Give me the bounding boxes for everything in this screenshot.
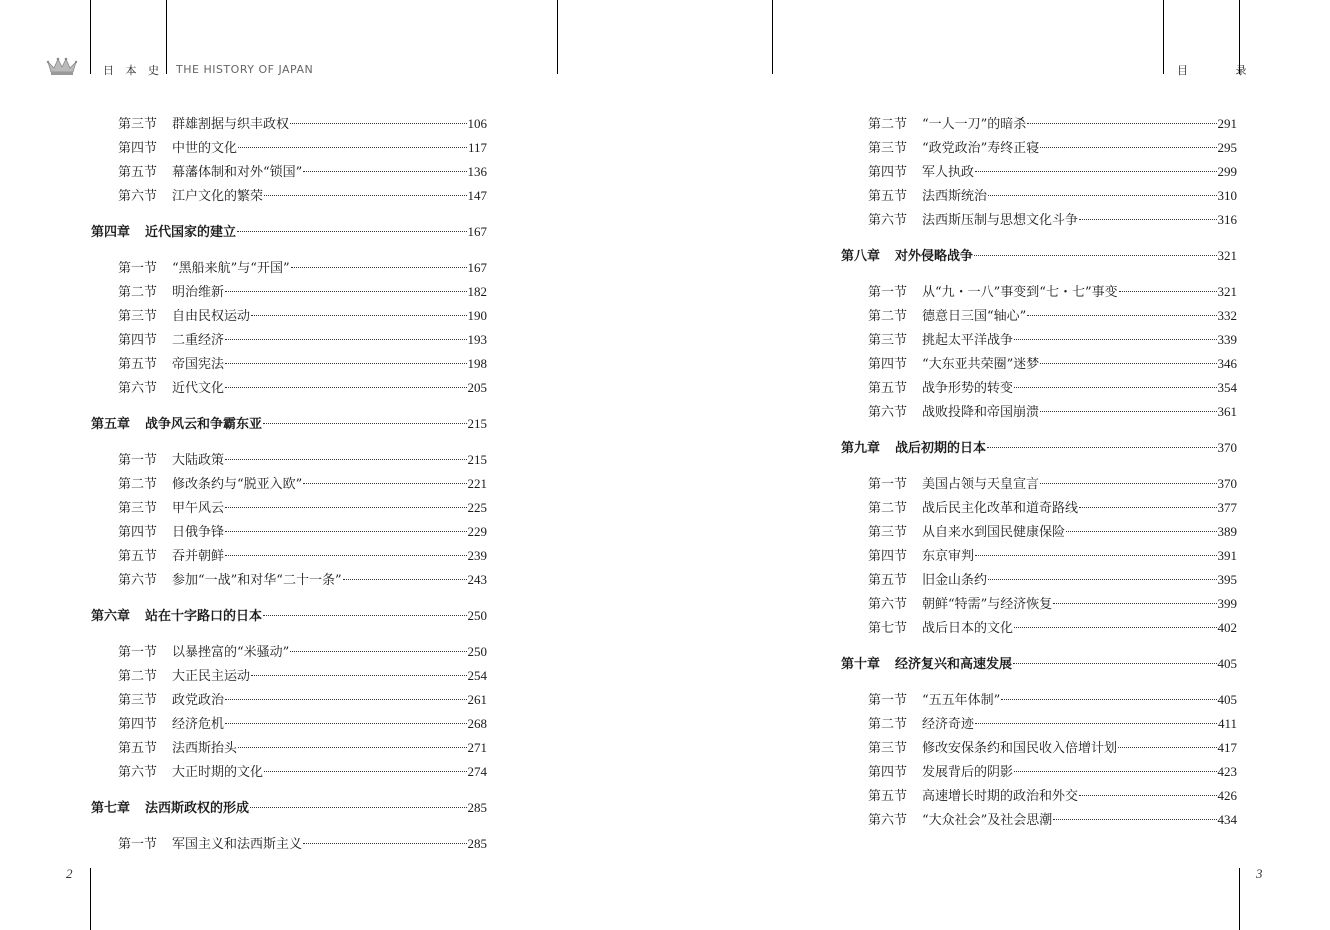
toc-entry-page: 299 bbox=[1217, 164, 1237, 179]
toc-entry-page: 434 bbox=[1217, 812, 1237, 827]
toc-entry-page: 391 bbox=[1217, 548, 1237, 563]
toc-section-entry bbox=[868, 498, 1237, 518]
toc-section-entry bbox=[118, 354, 487, 374]
footer-rule bbox=[1239, 868, 1240, 930]
toc-entry-label: 第五节 bbox=[118, 549, 158, 564]
toc-entry-title: 美国占领与天皇宣言 bbox=[922, 477, 1040, 492]
header-rule bbox=[1163, 0, 1164, 74]
dot-leader bbox=[225, 290, 466, 292]
toc-entry-label: 第四节 bbox=[868, 765, 908, 780]
toc-entry-title: 修改安保条约和国民收入倍增计划 bbox=[922, 741, 1118, 756]
dot-leader bbox=[238, 746, 466, 748]
toc-entry-page: 346 bbox=[1217, 356, 1237, 371]
dot-leader bbox=[264, 194, 466, 196]
toc-entry-label: 第四章 bbox=[91, 225, 131, 240]
toc-entry-label: 第五节 bbox=[118, 165, 158, 180]
toc-entry-label: 第四节 bbox=[868, 165, 908, 180]
toc-entry-title: 自由民权运动 bbox=[172, 309, 251, 324]
toc-section-entry bbox=[118, 378, 487, 398]
dot-leader bbox=[225, 722, 466, 724]
toc-entry-title: 修改条约与“脱亚入欧” bbox=[172, 477, 303, 492]
toc-entry-label: 第一节 bbox=[868, 477, 908, 492]
toc-entry-title: 明治维新 bbox=[172, 285, 225, 300]
toc-entry-title: 吞并朝鲜 bbox=[172, 549, 225, 564]
toc-section-entry bbox=[868, 786, 1237, 806]
toc-entry-title: 大正时期的文化 bbox=[172, 765, 264, 780]
toc-entry-title: “大众社会”及社会思潮 bbox=[922, 813, 1053, 828]
toc-entry-title: 军国主义和法西斯主义 bbox=[172, 837, 303, 852]
dot-leader bbox=[1040, 410, 1216, 412]
toc-entry-label: 第三节 bbox=[868, 741, 908, 756]
toc-entry-label: 第二节 bbox=[118, 285, 158, 300]
dot-leader bbox=[225, 338, 466, 340]
toc-entry-page: 285 bbox=[467, 800, 487, 815]
toc-entry-label: 第三节 bbox=[868, 333, 908, 348]
dot-leader bbox=[303, 482, 466, 484]
toc-section-entry bbox=[868, 210, 1237, 230]
dot-leader bbox=[975, 554, 1216, 556]
toc-entry-label: 第七章 bbox=[91, 801, 131, 816]
toc-section-entry bbox=[868, 282, 1237, 302]
footer-rule bbox=[90, 868, 91, 930]
toc-entry-title: 战争形势的转变 bbox=[922, 381, 1014, 396]
toc-section-entry bbox=[118, 114, 487, 134]
toc-section-entry bbox=[868, 330, 1237, 350]
toc-entry-label: 第一节 bbox=[868, 285, 908, 300]
toc-entry-label: 第五节 bbox=[868, 381, 908, 396]
toc-section-entry bbox=[118, 474, 487, 494]
toc-entry-title: 大正民主运动 bbox=[172, 669, 251, 684]
dot-leader bbox=[1079, 506, 1216, 508]
toc-entry-page: 250 bbox=[467, 644, 487, 659]
toc-entry-label: 第二节 bbox=[868, 117, 908, 132]
toc-entry-title: 甲午风云 bbox=[172, 501, 225, 516]
toc-entry-page: 426 bbox=[1217, 788, 1237, 803]
toc-entry-label: 第六节 bbox=[868, 213, 908, 228]
dot-leader bbox=[1053, 602, 1216, 604]
dot-leader bbox=[1040, 362, 1216, 364]
dot-leader bbox=[1027, 122, 1216, 124]
toc-entry-page: 395 bbox=[1217, 572, 1237, 587]
toc-entry-label: 第六节 bbox=[868, 405, 908, 420]
toc-entry-page: 271 bbox=[467, 740, 487, 755]
toc-entry-title: 高速增长时期的政治和外交 bbox=[922, 789, 1079, 804]
toc-section-entry bbox=[118, 162, 487, 182]
toc-entry-label: 第三节 bbox=[118, 117, 158, 132]
toc-entry-label: 第六节 bbox=[118, 381, 158, 396]
toc-section-entry bbox=[868, 354, 1237, 374]
toc-entry-label: 第三节 bbox=[118, 309, 158, 324]
toc-entry-label: 第六章 bbox=[91, 609, 131, 624]
toc-entry-label: 第四节 bbox=[118, 141, 158, 156]
toc-section-entry bbox=[118, 834, 487, 854]
page-number-right: 3 bbox=[1256, 866, 1263, 881]
dot-leader bbox=[988, 578, 1216, 580]
toc-entry-title: 日俄争锋 bbox=[172, 525, 225, 540]
dot-leader bbox=[987, 446, 1216, 448]
toc-entry-label: 第一节 bbox=[118, 453, 158, 468]
toc-entry-title: 近代文化 bbox=[172, 381, 225, 396]
toc-entry-title: 江户文化的繁荣 bbox=[172, 189, 264, 204]
header-rule bbox=[90, 0, 91, 74]
toc-entry-page: 243 bbox=[467, 572, 487, 587]
toc-chapter-entry bbox=[841, 654, 1237, 674]
toc-entry-title: 政党政治 bbox=[172, 693, 225, 708]
toc-section-entry bbox=[868, 762, 1237, 782]
toc-section-entry bbox=[868, 618, 1237, 638]
header-rule bbox=[166, 0, 167, 74]
toc-entry-page: 225 bbox=[467, 500, 487, 515]
toc-chapter-entry bbox=[841, 246, 1237, 266]
toc-entry-page: 261 bbox=[467, 692, 487, 707]
toc-entry-page: 321 bbox=[1217, 284, 1237, 299]
toc-section-entry bbox=[868, 714, 1237, 734]
toc-section-entry bbox=[118, 762, 487, 782]
toc-entry-page: 361 bbox=[1217, 404, 1237, 419]
dot-leader bbox=[290, 122, 466, 124]
toc-entry-title: 战后民主化改革和道奇路线 bbox=[922, 501, 1079, 516]
dot-leader bbox=[1066, 530, 1216, 532]
dot-leader bbox=[303, 170, 466, 172]
dot-leader bbox=[974, 254, 1216, 256]
toc-entry-page: 198 bbox=[467, 356, 487, 371]
toc-section-entry bbox=[868, 810, 1237, 830]
toc-entry-label: 第五节 bbox=[118, 357, 158, 372]
toc-section-entry bbox=[118, 282, 487, 302]
header-rule bbox=[557, 0, 558, 74]
header-rule bbox=[772, 0, 773, 74]
toc-section-entry bbox=[118, 330, 487, 350]
toc-entry-title: 近代国家的建立 bbox=[145, 225, 237, 240]
toc-entry-title: “大东亚共荣圈”迷梦 bbox=[922, 357, 1040, 372]
toc-entry-page: 399 bbox=[1217, 596, 1237, 611]
toc-section-entry bbox=[118, 522, 487, 542]
toc-entry-label: 第五章 bbox=[91, 417, 131, 432]
dot-leader bbox=[263, 422, 466, 424]
dot-leader bbox=[343, 578, 467, 580]
toc-section-entry bbox=[118, 450, 487, 470]
toc-entry-title: 经济复兴和高速发展 bbox=[895, 657, 1013, 672]
toc-section-entry bbox=[118, 666, 487, 686]
toc-entry-label: 第六节 bbox=[118, 573, 158, 588]
toc-entry-label: 第五节 bbox=[868, 789, 908, 804]
toc-entry-page: 321 bbox=[1217, 248, 1237, 263]
toc-section-entry bbox=[868, 402, 1237, 422]
toc-entry-page: 182 bbox=[467, 284, 487, 299]
running-header-subtitle: THE HISTORY OF JAPAN bbox=[176, 63, 314, 76]
toc-entry-label: 第六节 bbox=[118, 189, 158, 204]
toc-section-entry bbox=[118, 642, 487, 662]
toc-entry-label: 第六节 bbox=[868, 597, 908, 612]
toc-entry-page: 106 bbox=[467, 116, 487, 131]
toc-entry-label: 第五节 bbox=[868, 189, 908, 204]
toc-section-entry bbox=[118, 258, 487, 278]
toc-entry-title: 法西斯压制与思想文化斗争 bbox=[922, 213, 1079, 228]
toc-entry-title: “政党政治”寿终正寝 bbox=[922, 141, 1040, 156]
toc-entry-label: 第四节 bbox=[118, 333, 158, 348]
toc-entry-label: 第一节 bbox=[118, 837, 158, 852]
toc-entry-label: 第六节 bbox=[118, 765, 158, 780]
dot-leader bbox=[1027, 314, 1216, 316]
toc-entry-page: 389 bbox=[1217, 524, 1237, 539]
dot-leader bbox=[975, 722, 1217, 724]
toc-entry-page: 250 bbox=[467, 608, 487, 623]
toc-entry-label: 第四节 bbox=[868, 549, 908, 564]
dot-leader bbox=[303, 842, 466, 844]
dot-leader bbox=[1118, 746, 1216, 748]
page-number-left: 2 bbox=[66, 866, 73, 881]
toc-entry-page: 295 bbox=[1217, 140, 1237, 155]
dot-leader bbox=[1013, 662, 1216, 664]
toc-section-entry bbox=[868, 186, 1237, 206]
toc-entry-label: 第一节 bbox=[118, 645, 158, 660]
toc-chapter-entry bbox=[91, 798, 487, 818]
toc-section-entry bbox=[118, 738, 487, 758]
toc-entry-title: 战后初期的日本 bbox=[895, 441, 987, 456]
toc-entry-label: 第三节 bbox=[118, 693, 158, 708]
toc-entry-page: 370 bbox=[1217, 476, 1237, 491]
toc-entry-title: 从自来水到国民健康保险 bbox=[922, 525, 1066, 540]
toc-entry-title: 战败投降和帝国崩溃 bbox=[922, 405, 1040, 420]
toc-section-entry bbox=[868, 474, 1237, 494]
dot-leader bbox=[1079, 794, 1216, 796]
toc-entry-page: 417 bbox=[1217, 740, 1237, 755]
toc-entry-title: 战后日本的文化 bbox=[922, 621, 1014, 636]
running-header-title: 日 本 史 bbox=[103, 64, 163, 77]
toc-entry-title: 战争风云和争霸东亚 bbox=[145, 417, 263, 432]
dot-leader bbox=[975, 170, 1216, 172]
toc-entry-label: 第四节 bbox=[118, 525, 158, 540]
toc-entry-title: 军人执政 bbox=[922, 165, 975, 180]
toc-entry-title: 法西斯统治 bbox=[922, 189, 988, 204]
toc-entry-title: 中世的文化 bbox=[172, 141, 238, 156]
toc-entry-title: 朝鲜“特需”与经济恢复 bbox=[922, 597, 1053, 612]
toc-entry-page: 377 bbox=[1217, 500, 1237, 515]
toc-entry-title: 法西斯抬头 bbox=[172, 741, 238, 756]
dot-leader bbox=[1079, 218, 1216, 220]
toc-section-entry bbox=[868, 546, 1237, 566]
toc-entry-page: 274 bbox=[467, 764, 487, 779]
toc-entry-title: 以暴挫富的“米骚动” bbox=[172, 645, 290, 660]
toc-entry-page: 339 bbox=[1217, 332, 1237, 347]
toc-section-entry bbox=[868, 738, 1237, 758]
toc-entry-title: 参加“一战”和对华“二十一条” bbox=[172, 573, 342, 588]
toc-entry-page: 316 bbox=[1217, 212, 1237, 227]
toc-entry-page: 117 bbox=[467, 140, 487, 155]
toc-entry-label: 第五节 bbox=[868, 573, 908, 588]
running-header-contents: 目 录 bbox=[1177, 64, 1269, 77]
toc-entry-title: 群雄割据与织丰政权 bbox=[172, 117, 290, 132]
toc-entry-title: 从“九・一八”事变到“七・七”事变 bbox=[922, 285, 1118, 300]
dot-leader bbox=[291, 266, 467, 268]
toc-section-entry bbox=[868, 162, 1237, 182]
toc-section-entry bbox=[118, 546, 487, 566]
toc-entry-page: 229 bbox=[467, 524, 487, 539]
toc-entry-title: 帝国宪法 bbox=[172, 357, 225, 372]
toc-section-entry bbox=[868, 138, 1237, 158]
toc-section-entry bbox=[868, 690, 1237, 710]
dot-leader bbox=[1053, 818, 1216, 820]
dot-leader bbox=[1014, 770, 1216, 772]
toc-entry-page: 190 bbox=[467, 308, 487, 323]
dot-leader bbox=[1014, 386, 1216, 388]
toc-entry-page: 136 bbox=[467, 164, 487, 179]
toc-entry-page: 167 bbox=[467, 260, 487, 275]
toc-entry-page: 310 bbox=[1217, 188, 1237, 203]
dot-leader bbox=[225, 386, 466, 388]
toc-entry-label: 第四节 bbox=[868, 357, 908, 372]
toc-entry-page: 402 bbox=[1217, 620, 1237, 635]
toc-entry-page: 285 bbox=[467, 836, 487, 851]
toc-entry-page: 332 bbox=[1217, 308, 1237, 323]
toc-entry-page: 215 bbox=[467, 416, 487, 431]
toc-entry-label: 第一节 bbox=[118, 261, 158, 276]
toc-entry-title: 挑起太平洋战争 bbox=[922, 333, 1014, 348]
toc-section-entry bbox=[118, 570, 487, 590]
toc-entry-title: “五五年体制” bbox=[922, 693, 1001, 708]
toc-entry-title: 对外侵略战争 bbox=[895, 249, 974, 264]
toc-entry-title: “一人一刀”的暗杀 bbox=[922, 117, 1027, 132]
toc-entry-page: 268 bbox=[467, 716, 487, 731]
toc-section-entry bbox=[868, 570, 1237, 590]
toc-entry-label: 第四节 bbox=[118, 717, 158, 732]
toc-section-entry bbox=[118, 306, 487, 326]
toc-section-entry bbox=[868, 114, 1237, 134]
toc-section-entry bbox=[118, 186, 487, 206]
toc-entry-label: 第九章 bbox=[841, 441, 881, 456]
dot-leader bbox=[250, 806, 466, 808]
dot-leader bbox=[238, 146, 467, 148]
toc-entry-label: 第三节 bbox=[868, 525, 908, 540]
toc-entry-title: 经济危机 bbox=[172, 717, 225, 732]
toc-entry-label: 第二节 bbox=[868, 717, 908, 732]
toc-entry-title: “黑船来航”与“开国” bbox=[172, 261, 290, 276]
toc-entry-label: 第六节 bbox=[868, 813, 908, 828]
toc-section-entry bbox=[868, 594, 1237, 614]
toc-entry-label: 第三节 bbox=[118, 501, 158, 516]
toc-entry-label: 第二节 bbox=[868, 501, 908, 516]
dot-leader bbox=[263, 614, 466, 616]
toc-entry-label: 第二节 bbox=[118, 477, 158, 492]
toc-section-entry bbox=[118, 690, 487, 710]
dot-leader bbox=[225, 458, 466, 460]
dot-leader bbox=[1119, 290, 1217, 292]
toc-section-entry bbox=[868, 378, 1237, 398]
dot-leader bbox=[988, 194, 1216, 196]
toc-chapter-entry bbox=[841, 438, 1237, 458]
toc-entry-title: 旧金山条约 bbox=[922, 573, 988, 588]
toc-entry-label: 第五节 bbox=[118, 741, 158, 756]
toc-entry-page: 405 bbox=[1217, 656, 1237, 671]
toc-entry-title: 东京审判 bbox=[922, 549, 975, 564]
toc-entry-title: 大陆政策 bbox=[172, 453, 225, 468]
toc-entry-page: 354 bbox=[1217, 380, 1237, 395]
dot-leader bbox=[251, 314, 466, 316]
dot-leader bbox=[264, 770, 466, 772]
toc-entry-label: 第一节 bbox=[868, 693, 908, 708]
toc-section-entry bbox=[868, 522, 1237, 542]
toc-entry-page: 291 bbox=[1217, 116, 1237, 131]
dot-leader bbox=[1001, 698, 1216, 700]
toc-entry-label: 第二节 bbox=[868, 309, 908, 324]
toc-section-entry bbox=[118, 498, 487, 518]
dot-leader bbox=[1014, 338, 1216, 340]
toc-chapter-entry bbox=[91, 606, 487, 626]
toc-section-entry bbox=[118, 714, 487, 734]
dot-leader bbox=[1040, 482, 1216, 484]
dot-leader bbox=[237, 230, 466, 232]
dot-leader bbox=[290, 650, 466, 652]
dot-leader bbox=[225, 506, 466, 508]
toc-entry-page: 193 bbox=[467, 332, 487, 347]
toc-entry-page: 215 bbox=[467, 452, 487, 467]
dot-leader bbox=[1040, 146, 1216, 148]
toc-entry-title: 幕藩体制和对外“锁国” bbox=[172, 165, 303, 180]
toc-chapter-entry bbox=[91, 414, 487, 434]
toc-entry-label: 第三节 bbox=[868, 141, 908, 156]
toc-entry-page: 167 bbox=[467, 224, 487, 239]
dot-leader bbox=[1014, 626, 1216, 628]
toc-entry-page: 370 bbox=[1217, 440, 1237, 455]
toc-entry-label: 第二节 bbox=[118, 669, 158, 684]
toc-entry-title: 德意日三国“轴心” bbox=[922, 309, 1027, 324]
toc-entry-page: 405 bbox=[1217, 692, 1237, 707]
dot-leader bbox=[225, 698, 466, 700]
toc-entry-page: 205 bbox=[467, 380, 487, 395]
toc-chapter-entry bbox=[91, 222, 487, 242]
toc-entry-page: 221 bbox=[467, 476, 487, 491]
toc-entry-label: 第七节 bbox=[868, 621, 908, 636]
toc-entry-title: 发展背后的阴影 bbox=[922, 765, 1014, 780]
toc-entry-page: 147 bbox=[467, 188, 487, 203]
toc-entry-title: 法西斯政权的形成 bbox=[145, 801, 250, 816]
dot-leader bbox=[225, 362, 466, 364]
dot-leader bbox=[225, 530, 466, 532]
toc-entry-page: 423 bbox=[1217, 764, 1237, 779]
dot-leader bbox=[251, 674, 466, 676]
toc-entry-title: 站在十字路口的日本 bbox=[145, 609, 263, 624]
toc-section-entry bbox=[118, 138, 487, 158]
toc-entry-page: 239 bbox=[467, 548, 487, 563]
toc-entry-label: 第十章 bbox=[841, 657, 881, 672]
toc-section-entry bbox=[868, 306, 1237, 326]
dot-leader bbox=[225, 554, 466, 556]
toc-entry-title: 二重经济 bbox=[172, 333, 225, 348]
crown-icon bbox=[46, 56, 78, 76]
toc-entry-title: 经济奇迹 bbox=[922, 717, 975, 732]
toc-entry-page: 254 bbox=[467, 668, 487, 683]
toc-entry-page: 411 bbox=[1217, 716, 1237, 731]
toc-entry-label: 第八章 bbox=[841, 249, 881, 264]
